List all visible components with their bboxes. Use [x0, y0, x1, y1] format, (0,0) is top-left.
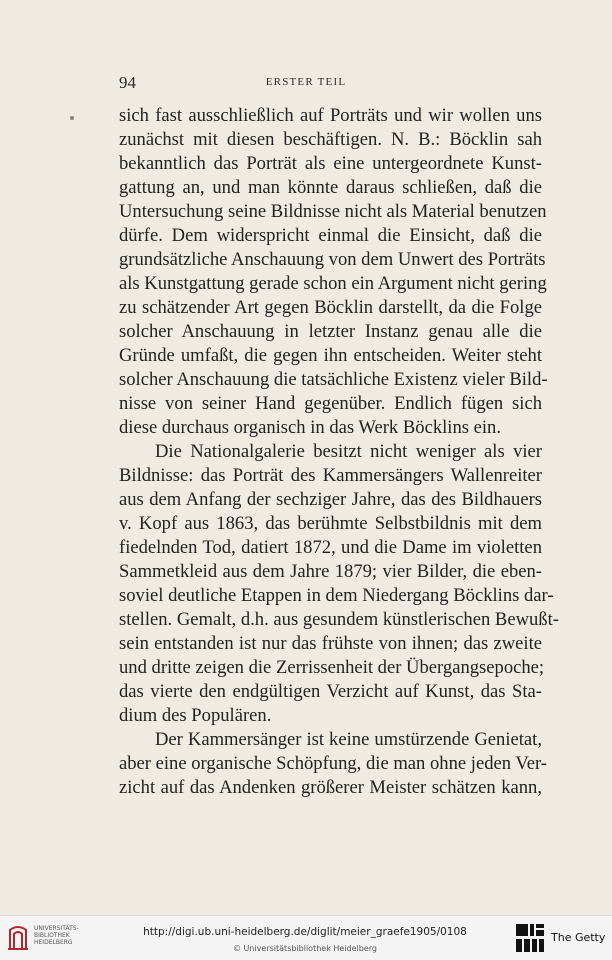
- text-line: dium des Populären.: [119, 705, 272, 726]
- text-line: grundsätzliche Anschauung von dem Unwert des Porträts: [119, 249, 546, 270]
- getty-label: The Getty: [551, 931, 606, 944]
- getty-logo-icon: [515, 923, 545, 953]
- text-line: soviel deutliche Etappen in dem Niedergang Böcklins dar-: [119, 585, 554, 606]
- text-line: Sammetkleid aus dem Jahre 1879; vier Bilder, die eben-: [119, 561, 542, 582]
- page-header: [0, 73, 612, 93]
- copyright-notice: © Universitätsbibliothek Heidelberg: [232, 944, 377, 953]
- text-line: dürfe. Dem widerspricht einmal die Einsicht, daß die: [119, 225, 542, 246]
- text-line: sein entstanden ist nur das frühste von ihnen; das zweite: [119, 633, 542, 654]
- university-library-logo-icon: [6, 922, 30, 952]
- text-line: solcher Anschauung in letzter Instanz genau alle die: [119, 321, 542, 342]
- library-name: [34, 925, 114, 946]
- paragraph-1: [119, 104, 548, 440]
- text-line: zicht auf das Andenken größerer Meister schätzen kann,: [119, 777, 542, 798]
- running-head: ERSTER TEIL: [265, 76, 347, 88]
- paragraph-2: [119, 440, 559, 728]
- text-line: fiedelnden Tod, datiert 1872, und die Dame im violetten: [119, 537, 542, 558]
- text-line: diese durchaus organisch in das Werk Böcklins ein.: [119, 417, 502, 438]
- margin-dot: [70, 116, 74, 120]
- text-line: v. Kopf aus 1863, das berühmte Selbstbildnis mit dem: [119, 513, 542, 534]
- text-line: sich fast ausschließlich auf Porträts und wir wollen uns: [119, 105, 542, 126]
- page-number: 94: [119, 73, 136, 92]
- paragraph-3: [119, 728, 548, 800]
- text-line: Gründe umfaßt, die gegen ihn entscheiden. Weiter steht: [119, 345, 542, 366]
- text-line: aber eine organische Schöpfung, die man ohne jeden Ver-: [119, 753, 548, 774]
- body-text: [119, 104, 559, 800]
- text-line: solcher Anschauung die tatsächliche Existenz vieler Bild-: [119, 369, 548, 390]
- text-line: nisse von seiner Hand gegenüber. Endlich fügen sich: [119, 393, 542, 414]
- text-line: und dritte zeigen die Zerrissenheit der Übergangsepoche;: [119, 657, 545, 678]
- library-name-line: UNIVERSITÄTS-: [34, 925, 79, 932]
- text-line: das vierte den endgültigen Verzicht auf Kunst, das Sta-: [119, 681, 542, 702]
- text-line: Bildnisse: das Porträt des Kammersängers Wallenreiter: [119, 465, 542, 486]
- text-line: stellen. Gemalt, d.h. aus gesundem künstlerischen Bewußt-: [119, 609, 559, 630]
- viewer-footer: [0, 915, 612, 960]
- text-line: gattung an, und man könnte daraus schließen, daß die: [119, 177, 542, 198]
- text-line: Die Nationalgalerie besitzt nicht weniger als vier: [155, 441, 542, 462]
- text-line: als Kunstgattung gerade schon ein Argument nicht gering: [119, 273, 547, 294]
- text-line: Untersuchung seine Bildnisse nicht als Material benutzen: [119, 201, 547, 222]
- library-name-line: HEIDELBERG: [34, 939, 73, 946]
- permalink-url[interactable]: http://digi.ub.uni-heidelberg.de/diglit/meier_graefe1905/0108: [143, 926, 467, 938]
- text-line: zunächst mit diesen beschäftigen. N. B.: Böcklin sah: [119, 129, 542, 150]
- text-line: Der Kammersänger ist keine umstürzende Genietat,: [155, 729, 542, 750]
- text-line: aus dem Anfang der sechziger Jahre, das des Bildhauers: [119, 489, 542, 510]
- text-line: zu schätzender Art gegen Böcklin darstellt, da die Folge: [119, 297, 542, 318]
- text-line: bekanntlich das Porträt als eine untergeordnete Kunst-: [119, 153, 542, 174]
- library-name-line: BIBLIOTHEK: [34, 932, 70, 939]
